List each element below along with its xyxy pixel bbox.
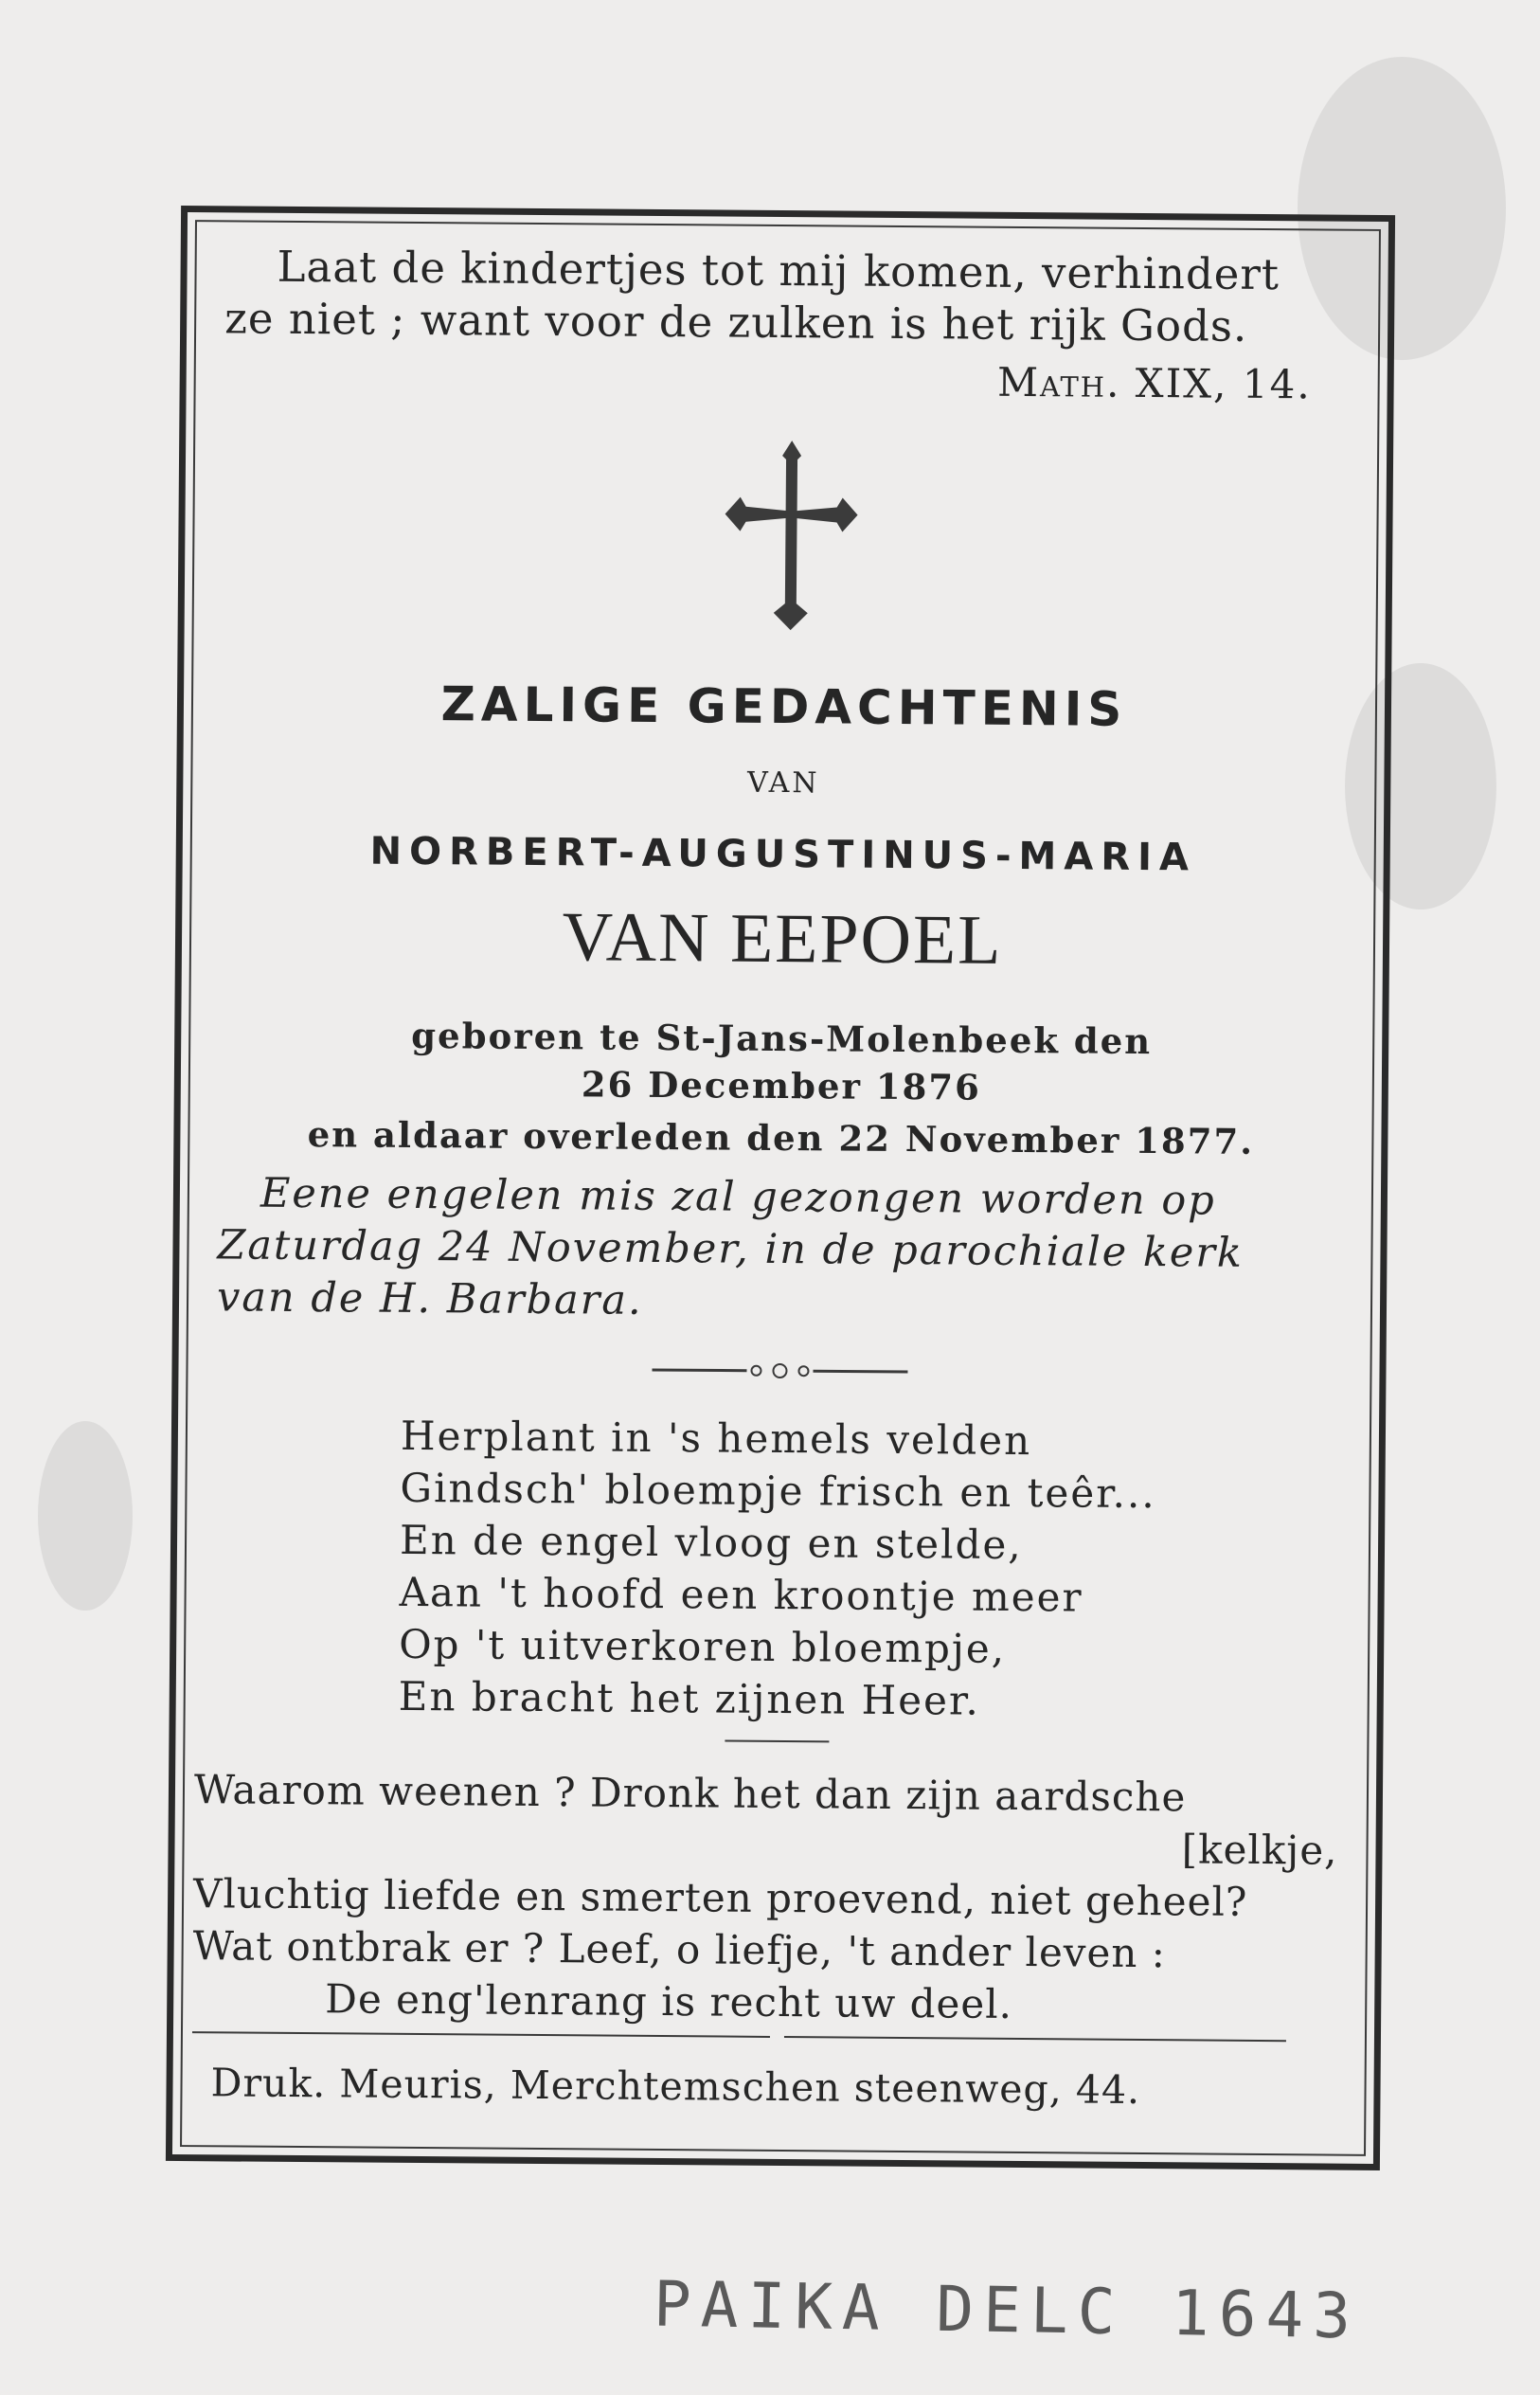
birth-line-2: 26 December 1876 xyxy=(581,1063,981,1108)
surname: VAN EEPOEL xyxy=(562,898,1003,980)
death-line: en aldaar overleden den 22 November 1877. xyxy=(307,1113,1255,1162)
poem-line-4: Aan 't hoofd een kroontje meer xyxy=(399,1568,1083,1621)
title: ZALIGE GEDACHTENIS xyxy=(440,676,1128,737)
poem2-line-3: Wat ontbrak er ? Leef, o liefje, 't ander leven : xyxy=(192,1922,1167,1977)
mass-line-1: Eene engelen mis zal gezongen worden op xyxy=(260,1169,1216,1225)
archive-handwritten-note: PAIKA DELC 1643 xyxy=(653,2267,1361,2353)
poem-line-3: En de engel vloog en stelde, xyxy=(399,1516,1023,1569)
verse-line-2: ze niet ; want voor de zulken is het rijk Gods. xyxy=(224,293,1248,351)
poem-line-1: Herplant in 's hemels velden xyxy=(400,1412,1032,1465)
birth-line-1: geboren te St-Jans-Molenbeek den xyxy=(411,1014,1153,1063)
ornament-divider xyxy=(652,1360,907,1381)
given-names: NORBERT-AUGUSTINUS-MARIA xyxy=(369,829,1197,880)
poem-line-2: Gindsch' bloempje frisch en teêr... xyxy=(400,1464,1156,1518)
of-label: VAN xyxy=(746,765,820,801)
poem-line-6: En bracht het zijnen Heer. xyxy=(398,1672,980,1724)
printer-imprint: Druk. Meuris, Merchtemschen steenweg, 44. xyxy=(210,2060,1141,2114)
paper-stain xyxy=(38,1421,133,1611)
verse-line-1: Laat de kindertjes tot mij komen, verhindert xyxy=(277,241,1280,300)
verse-reference: Math. XIX, 14. xyxy=(996,358,1312,408)
memorial-card xyxy=(166,206,1395,2170)
poem2-line-1-continued: [kelkje, xyxy=(1181,1826,1338,1874)
poem2-line-2: Vluchtig liefde en smerten proevend, niet geheel? xyxy=(192,1870,1248,1925)
cross-icon xyxy=(715,436,868,636)
poem2-line-4: De eng'lenrang is recht uw deel. xyxy=(325,1975,1013,2027)
poem2-line-1: Waarom weenen ? Dronk het dan zijn aardsche xyxy=(193,1766,1187,1821)
poem-line-5: Op 't uitverkoren bloempje, xyxy=(399,1620,1007,1672)
mass-line-2: Zaturdag 24 November, in de parochiale kerk xyxy=(217,1221,1245,1277)
mass-line-3: van de H. Barbara. xyxy=(216,1273,643,1324)
